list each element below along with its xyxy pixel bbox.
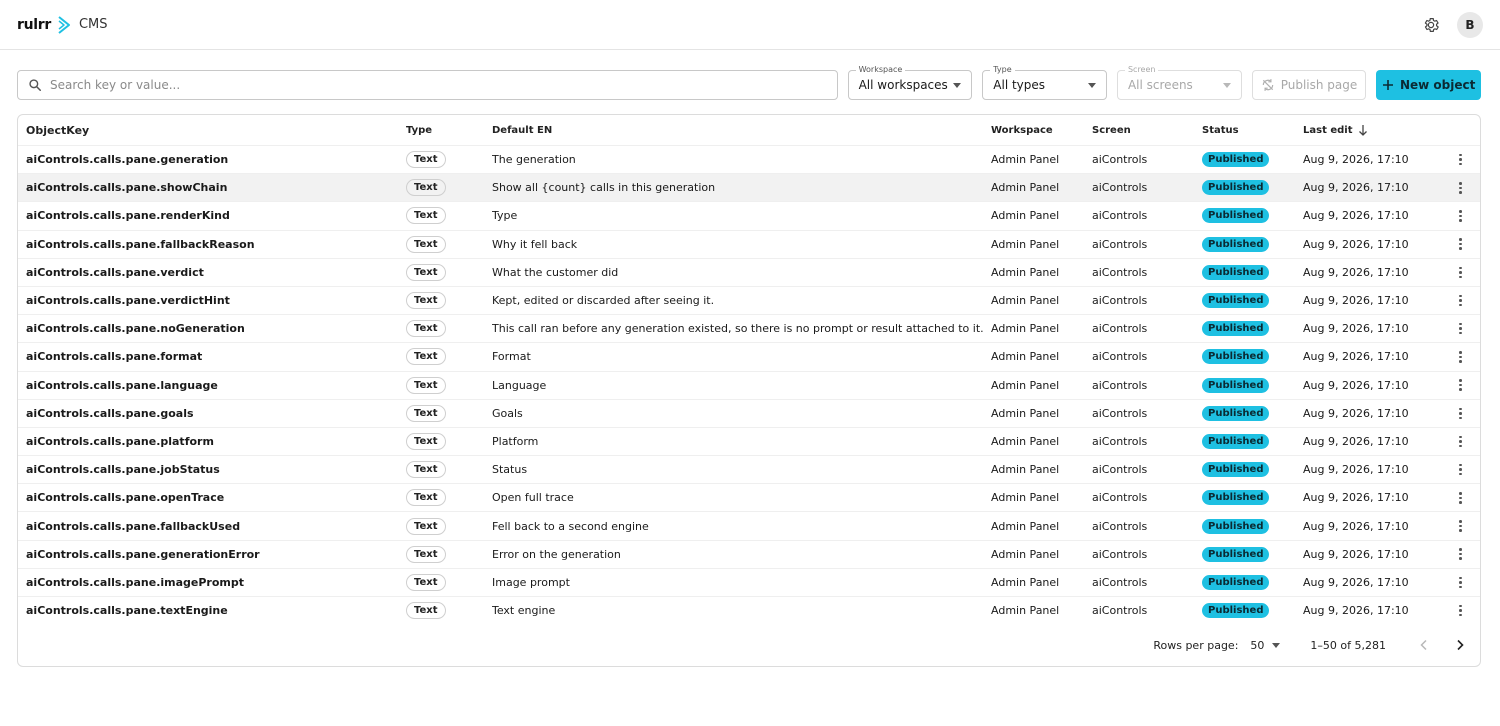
cell-objectkey: aiControls.calls.pane.verdict bbox=[26, 265, 204, 279]
cell-actions bbox=[1443, 208, 1478, 224]
table-header bbox=[18, 115, 1480, 145]
more-vert-icon[interactable] bbox=[1453, 462, 1469, 478]
cell-actions bbox=[1443, 433, 1478, 449]
type-select-value: All types bbox=[993, 78, 1046, 92]
type-chip: Text bbox=[406, 405, 446, 422]
brand-name: rulrr bbox=[17, 16, 51, 33]
cell-status bbox=[1202, 547, 1303, 562]
col-workspace[interactable]: Workspace bbox=[991, 124, 1053, 136]
cell-actions bbox=[1443, 152, 1478, 168]
cell-workspace: Admin Panel bbox=[991, 463, 1060, 477]
cell-actions bbox=[1443, 462, 1478, 478]
avatar[interactable] bbox=[1457, 12, 1483, 38]
cell-default-en: What the customer did bbox=[492, 265, 619, 279]
type-chip: Text bbox=[406, 602, 446, 619]
rows-per-page-value: 50 bbox=[1250, 638, 1265, 652]
cell-type bbox=[406, 602, 492, 619]
cell-workspace: Admin Panel bbox=[991, 604, 1060, 618]
cell-objectkey: aiControls.calls.pane.noGeneration bbox=[26, 322, 245, 336]
workspace-select-label: Workspace bbox=[856, 65, 906, 75]
more-vert-icon[interactable] bbox=[1453, 349, 1469, 365]
cell-screen: aiControls bbox=[1092, 547, 1148, 561]
cell-type bbox=[406, 236, 492, 253]
col-last-edit-label: Last edit bbox=[1303, 124, 1353, 136]
cell-last-edit: Aug 9, 2026, 17:10 bbox=[1303, 491, 1409, 505]
cell-screen: aiControls bbox=[1092, 604, 1148, 618]
col-last-edit[interactable] bbox=[1303, 124, 1443, 136]
caret-down-icon bbox=[953, 83, 961, 88]
avatar-initial: B bbox=[1465, 17, 1475, 32]
type-chip: Text bbox=[406, 151, 446, 168]
type-chip: Text bbox=[406, 320, 446, 337]
cell-default-en: Error on the generation bbox=[492, 547, 621, 561]
cell-last-edit: Aug 9, 2026, 17:10 bbox=[1303, 294, 1409, 308]
cell-workspace: Admin Panel bbox=[991, 350, 1060, 364]
cell-actions bbox=[1443, 574, 1478, 590]
cell-last-edit: Aug 9, 2026, 17:10 bbox=[1303, 519, 1409, 533]
cell-status bbox=[1202, 575, 1303, 590]
type-chip: Text bbox=[406, 461, 446, 478]
table-row[interactable] bbox=[18, 540, 1480, 568]
cell-objectkey: aiControls.calls.pane.renderKind bbox=[26, 209, 230, 223]
cell-type bbox=[406, 574, 492, 591]
cell-workspace: Admin Panel bbox=[991, 265, 1060, 279]
more-vert-icon[interactable] bbox=[1453, 377, 1469, 393]
cell-actions bbox=[1443, 546, 1478, 562]
table-row[interactable] bbox=[18, 511, 1480, 539]
chevron-right-icon bbox=[1455, 639, 1465, 651]
pagination bbox=[18, 624, 1480, 666]
table-row[interactable] bbox=[18, 314, 1480, 342]
cell-workspace: Admin Panel bbox=[991, 294, 1060, 308]
cell-actions bbox=[1443, 321, 1478, 337]
table-row[interactable] bbox=[18, 258, 1480, 286]
col-default-en[interactable]: Default EN bbox=[492, 124, 553, 136]
cell-last-edit: Aug 9, 2026, 17:10 bbox=[1303, 406, 1409, 420]
cell-default-en: Goals bbox=[492, 406, 523, 420]
cell-workspace: Admin Panel bbox=[991, 378, 1060, 392]
type-select[interactable] bbox=[982, 65, 1107, 100]
status-badge: Published bbox=[1202, 406, 1269, 421]
cell-type bbox=[406, 518, 492, 535]
cell-default-en: This call ran before any generation existed, so there is no prompt or result attached to it. bbox=[492, 322, 984, 336]
status-badge: Published bbox=[1202, 208, 1269, 223]
more-vert-icon[interactable] bbox=[1453, 518, 1469, 534]
cell-screen: aiControls bbox=[1092, 209, 1148, 223]
cell-status bbox=[1202, 378, 1303, 393]
plus-icon bbox=[1382, 79, 1394, 91]
cell-status bbox=[1202, 519, 1303, 534]
cell-screen: aiControls bbox=[1092, 265, 1148, 279]
cell-default-en: Text engine bbox=[492, 604, 556, 618]
cell-default-en: The generation bbox=[492, 153, 576, 167]
cell-actions bbox=[1443, 377, 1478, 393]
cell-default-en: Image prompt bbox=[492, 575, 570, 589]
table-row[interactable] bbox=[18, 371, 1480, 399]
cell-type bbox=[406, 264, 492, 281]
more-vert-icon[interactable] bbox=[1453, 603, 1469, 619]
cell-objectkey: aiControls.calls.pane.imagePrompt bbox=[26, 575, 244, 589]
cell-status bbox=[1202, 490, 1303, 505]
cell-status bbox=[1202, 406, 1303, 421]
cell-last-edit: Aug 9, 2026, 17:10 bbox=[1303, 547, 1409, 561]
table-body bbox=[18, 145, 1480, 624]
status-badge: Published bbox=[1202, 575, 1269, 590]
caret-down-icon bbox=[1272, 643, 1280, 648]
page-range: 1–50 of 5,281 bbox=[1310, 638, 1386, 652]
cell-screen: aiControls bbox=[1092, 153, 1148, 167]
col-objectkey[interactable]: ObjectKey bbox=[26, 123, 90, 137]
type-chip: Text bbox=[406, 377, 446, 394]
more-vert-icon[interactable] bbox=[1453, 293, 1469, 309]
cell-screen: aiControls bbox=[1092, 237, 1148, 251]
cell-objectkey: aiControls.calls.pane.verdictHint bbox=[26, 294, 230, 308]
cell-workspace: Admin Panel bbox=[991, 322, 1060, 336]
cell-objectkey: aiControls.calls.pane.fallbackReason bbox=[26, 237, 255, 251]
cell-screen: aiControls bbox=[1092, 322, 1148, 336]
cell-objectkey: aiControls.calls.pane.language bbox=[26, 378, 218, 392]
cell-screen: aiControls bbox=[1092, 406, 1148, 420]
type-chip: Text bbox=[406, 207, 446, 224]
cell-type bbox=[406, 433, 492, 450]
table-row[interactable] bbox=[18, 596, 1480, 624]
cell-screen: aiControls bbox=[1092, 294, 1148, 308]
cell-last-edit: Aug 9, 2026, 17:10 bbox=[1303, 322, 1409, 336]
cell-objectkey: aiControls.calls.pane.textEngine bbox=[26, 604, 228, 618]
more-vert-icon[interactable] bbox=[1453, 490, 1469, 506]
cell-default-en: Language bbox=[492, 378, 547, 392]
cell-workspace: Admin Panel bbox=[991, 519, 1060, 533]
sort-down-icon bbox=[1358, 124, 1368, 136]
settings-button[interactable] bbox=[1421, 15, 1441, 35]
cell-status bbox=[1202, 237, 1303, 252]
cell-actions bbox=[1443, 180, 1478, 196]
cell-status bbox=[1202, 434, 1303, 449]
table-row[interactable] bbox=[18, 145, 1480, 173]
table-row[interactable] bbox=[18, 455, 1480, 483]
cell-default-en: Open full trace bbox=[492, 491, 574, 505]
table-row[interactable] bbox=[18, 230, 1480, 258]
cell-last-edit: Aug 9, 2026, 17:10 bbox=[1303, 350, 1409, 364]
cell-status bbox=[1202, 265, 1303, 280]
cell-actions bbox=[1443, 349, 1478, 365]
more-vert-icon[interactable] bbox=[1453, 208, 1469, 224]
cell-last-edit: Aug 9, 2026, 17:10 bbox=[1303, 463, 1409, 477]
cell-last-edit: Aug 9, 2026, 17:10 bbox=[1303, 575, 1409, 589]
cell-last-edit: Aug 9, 2026, 17:10 bbox=[1303, 265, 1409, 279]
cell-type bbox=[406, 320, 492, 337]
cell-default-en: Show all {count} calls in this generation bbox=[492, 181, 716, 195]
status-badge: Published bbox=[1202, 180, 1269, 195]
new-object-button[interactable] bbox=[1376, 70, 1481, 100]
type-chip: Text bbox=[406, 292, 446, 309]
cell-actions bbox=[1443, 490, 1478, 506]
publish-page-button[interactable] bbox=[1252, 70, 1367, 100]
cell-status bbox=[1202, 462, 1303, 477]
search-box[interactable] bbox=[17, 70, 838, 100]
cell-actions bbox=[1443, 603, 1478, 619]
cell-default-en: Status bbox=[492, 463, 528, 477]
table-row[interactable] bbox=[18, 342, 1480, 370]
more-vert-icon[interactable] bbox=[1453, 264, 1469, 280]
rows-per-page-select[interactable] bbox=[1250, 639, 1280, 652]
top-bar bbox=[0, 0, 1500, 50]
new-object-label: New object bbox=[1399, 78, 1476, 92]
cell-screen: aiControls bbox=[1092, 181, 1148, 195]
status-badge: Published bbox=[1202, 152, 1269, 167]
cell-workspace: Admin Panel bbox=[991, 575, 1060, 589]
screen-select[interactable] bbox=[1117, 65, 1242, 100]
col-type[interactable]: Type bbox=[406, 124, 433, 136]
cell-status bbox=[1202, 152, 1303, 167]
more-vert-icon[interactable] bbox=[1453, 433, 1469, 449]
type-chip: Text bbox=[406, 574, 446, 591]
screen-select-label: Screen bbox=[1125, 65, 1159, 75]
type-chip: Text bbox=[406, 433, 446, 450]
cell-type bbox=[406, 546, 492, 563]
cell-objectkey: aiControls.calls.pane.generation bbox=[26, 153, 229, 167]
more-vert-icon[interactable] bbox=[1453, 546, 1469, 562]
table-row[interactable] bbox=[18, 399, 1480, 427]
more-vert-icon[interactable] bbox=[1453, 180, 1469, 196]
top-right-actions bbox=[1421, 12, 1483, 38]
more-vert-icon[interactable] bbox=[1453, 152, 1469, 168]
cell-type bbox=[406, 405, 492, 422]
cell-last-edit: Aug 9, 2026, 17:10 bbox=[1303, 209, 1409, 223]
caret-down-icon bbox=[1088, 83, 1096, 88]
cell-default-en: Why it fell back bbox=[492, 237, 578, 251]
more-vert-icon[interactable] bbox=[1453, 321, 1469, 337]
cell-type bbox=[406, 377, 492, 394]
status-badge: Published bbox=[1202, 434, 1269, 449]
cell-status bbox=[1202, 321, 1303, 336]
cell-workspace: Admin Panel bbox=[991, 491, 1060, 505]
cell-objectkey: aiControls.calls.pane.showChain bbox=[26, 181, 228, 195]
cell-status bbox=[1202, 293, 1303, 308]
cell-objectkey: aiControls.calls.pane.format bbox=[26, 350, 203, 364]
status-badge: Published bbox=[1202, 237, 1269, 252]
cell-workspace: Admin Panel bbox=[991, 406, 1060, 420]
search-icon bbox=[28, 78, 42, 92]
cell-workspace: Admin Panel bbox=[991, 237, 1060, 251]
more-vert-icon[interactable] bbox=[1453, 405, 1469, 421]
type-chip: Text bbox=[406, 179, 446, 196]
cell-objectkey: aiControls.calls.pane.generationError bbox=[26, 547, 260, 561]
caret-down-icon bbox=[1223, 83, 1231, 88]
more-vert-icon[interactable] bbox=[1453, 574, 1469, 590]
status-badge: Published bbox=[1202, 293, 1269, 308]
status-badge: Published bbox=[1202, 490, 1269, 505]
type-chip: Text bbox=[406, 489, 446, 506]
cell-objectkey: aiControls.calls.pane.fallbackUsed bbox=[26, 519, 241, 533]
cell-type bbox=[406, 151, 492, 168]
status-badge: Published bbox=[1202, 519, 1269, 534]
cell-status bbox=[1202, 208, 1303, 223]
cell-last-edit: Aug 9, 2026, 17:10 bbox=[1303, 434, 1409, 448]
product-name: CMS bbox=[78, 17, 108, 32]
cell-workspace: Admin Panel bbox=[991, 153, 1060, 167]
table-row[interactable] bbox=[18, 173, 1480, 201]
status-badge: Published bbox=[1202, 265, 1269, 280]
cell-actions bbox=[1443, 264, 1478, 280]
cell-status bbox=[1202, 603, 1303, 618]
cell-actions bbox=[1443, 293, 1478, 309]
publish-icon bbox=[1261, 78, 1275, 92]
brand[interactable] bbox=[17, 16, 108, 34]
cell-type bbox=[406, 207, 492, 224]
cell-type bbox=[406, 179, 492, 196]
type-chip: Text bbox=[406, 348, 446, 365]
table-row[interactable] bbox=[18, 427, 1480, 455]
cell-objectkey: aiControls.calls.pane.goals bbox=[26, 406, 194, 420]
cell-screen: aiControls bbox=[1092, 378, 1148, 392]
cell-last-edit: Aug 9, 2026, 17:10 bbox=[1303, 378, 1409, 392]
workspace-select-value: All workspaces bbox=[858, 78, 948, 92]
prev-page-button[interactable] bbox=[1412, 633, 1436, 657]
type-select-label: Type bbox=[990, 65, 1014, 75]
col-status[interactable]: Status bbox=[1202, 124, 1239, 136]
table-row[interactable] bbox=[18, 568, 1480, 596]
cell-objectkey: aiControls.calls.pane.openTrace bbox=[26, 491, 225, 505]
cell-screen: aiControls bbox=[1092, 350, 1148, 364]
cell-default-en: Kept, edited or discarded after seeing it. bbox=[492, 294, 715, 308]
next-page-button[interactable] bbox=[1448, 633, 1472, 657]
type-chip: Text bbox=[406, 518, 446, 535]
publish-page-label: Publish page bbox=[1280, 78, 1358, 92]
gear-icon bbox=[1422, 16, 1440, 34]
type-chip: Text bbox=[406, 264, 446, 281]
cell-status bbox=[1202, 349, 1303, 364]
cell-last-edit: Aug 9, 2026, 17:10 bbox=[1303, 153, 1409, 167]
status-badge: Published bbox=[1202, 462, 1269, 477]
cell-workspace: Admin Panel bbox=[991, 209, 1060, 223]
status-badge: Published bbox=[1202, 349, 1269, 364]
cell-type bbox=[406, 461, 492, 478]
cell-workspace: Admin Panel bbox=[991, 181, 1060, 195]
cell-status bbox=[1202, 180, 1303, 195]
search-input[interactable] bbox=[50, 78, 827, 92]
cell-type bbox=[406, 292, 492, 309]
cell-type bbox=[406, 489, 492, 506]
more-vert-icon[interactable] bbox=[1453, 236, 1469, 252]
cell-screen: aiControls bbox=[1092, 434, 1148, 448]
cell-default-en: Fell back to a second engine bbox=[492, 519, 649, 533]
cell-actions bbox=[1443, 236, 1478, 252]
cell-default-en: Platform bbox=[492, 434, 539, 448]
cell-default-en: Format bbox=[492, 350, 531, 364]
type-chip: Text bbox=[406, 546, 446, 563]
table-row[interactable] bbox=[18, 286, 1480, 314]
cell-objectkey: aiControls.calls.pane.jobStatus bbox=[26, 463, 220, 477]
cell-last-edit: Aug 9, 2026, 17:10 bbox=[1303, 237, 1409, 251]
toolbar bbox=[17, 65, 1481, 101]
table-row[interactable] bbox=[18, 201, 1480, 229]
cell-actions bbox=[1443, 405, 1478, 421]
cell-workspace: Admin Panel bbox=[991, 434, 1060, 448]
cell-type bbox=[406, 348, 492, 365]
cell-default-en: Type bbox=[492, 209, 518, 223]
cell-screen: aiControls bbox=[1092, 575, 1148, 589]
table-row[interactable] bbox=[18, 483, 1480, 511]
status-badge: Published bbox=[1202, 547, 1269, 562]
cell-last-edit: Aug 9, 2026, 17:10 bbox=[1303, 604, 1409, 618]
col-screen[interactable]: Screen bbox=[1092, 124, 1131, 136]
cell-screen: aiControls bbox=[1092, 491, 1148, 505]
rulrr-logo-icon bbox=[57, 16, 71, 34]
cell-workspace: Admin Panel bbox=[991, 547, 1060, 561]
workspace-select[interactable] bbox=[848, 65, 973, 100]
status-badge: Published bbox=[1202, 603, 1269, 618]
chevron-left-icon bbox=[1419, 639, 1429, 651]
cell-screen: aiControls bbox=[1092, 519, 1148, 533]
status-badge: Published bbox=[1202, 378, 1269, 393]
cell-actions bbox=[1443, 518, 1478, 534]
rows-per-page-label: Rows per page: bbox=[1153, 638, 1239, 652]
cell-last-edit: Aug 9, 2026, 17:10 bbox=[1303, 181, 1409, 195]
objects-table bbox=[17, 114, 1481, 667]
screen-select-value: All screens bbox=[1127, 78, 1193, 92]
status-badge: Published bbox=[1202, 321, 1269, 336]
cell-screen: aiControls bbox=[1092, 463, 1148, 477]
cell-objectkey: aiControls.calls.pane.platform bbox=[26, 434, 214, 448]
type-chip: Text bbox=[406, 236, 446, 253]
